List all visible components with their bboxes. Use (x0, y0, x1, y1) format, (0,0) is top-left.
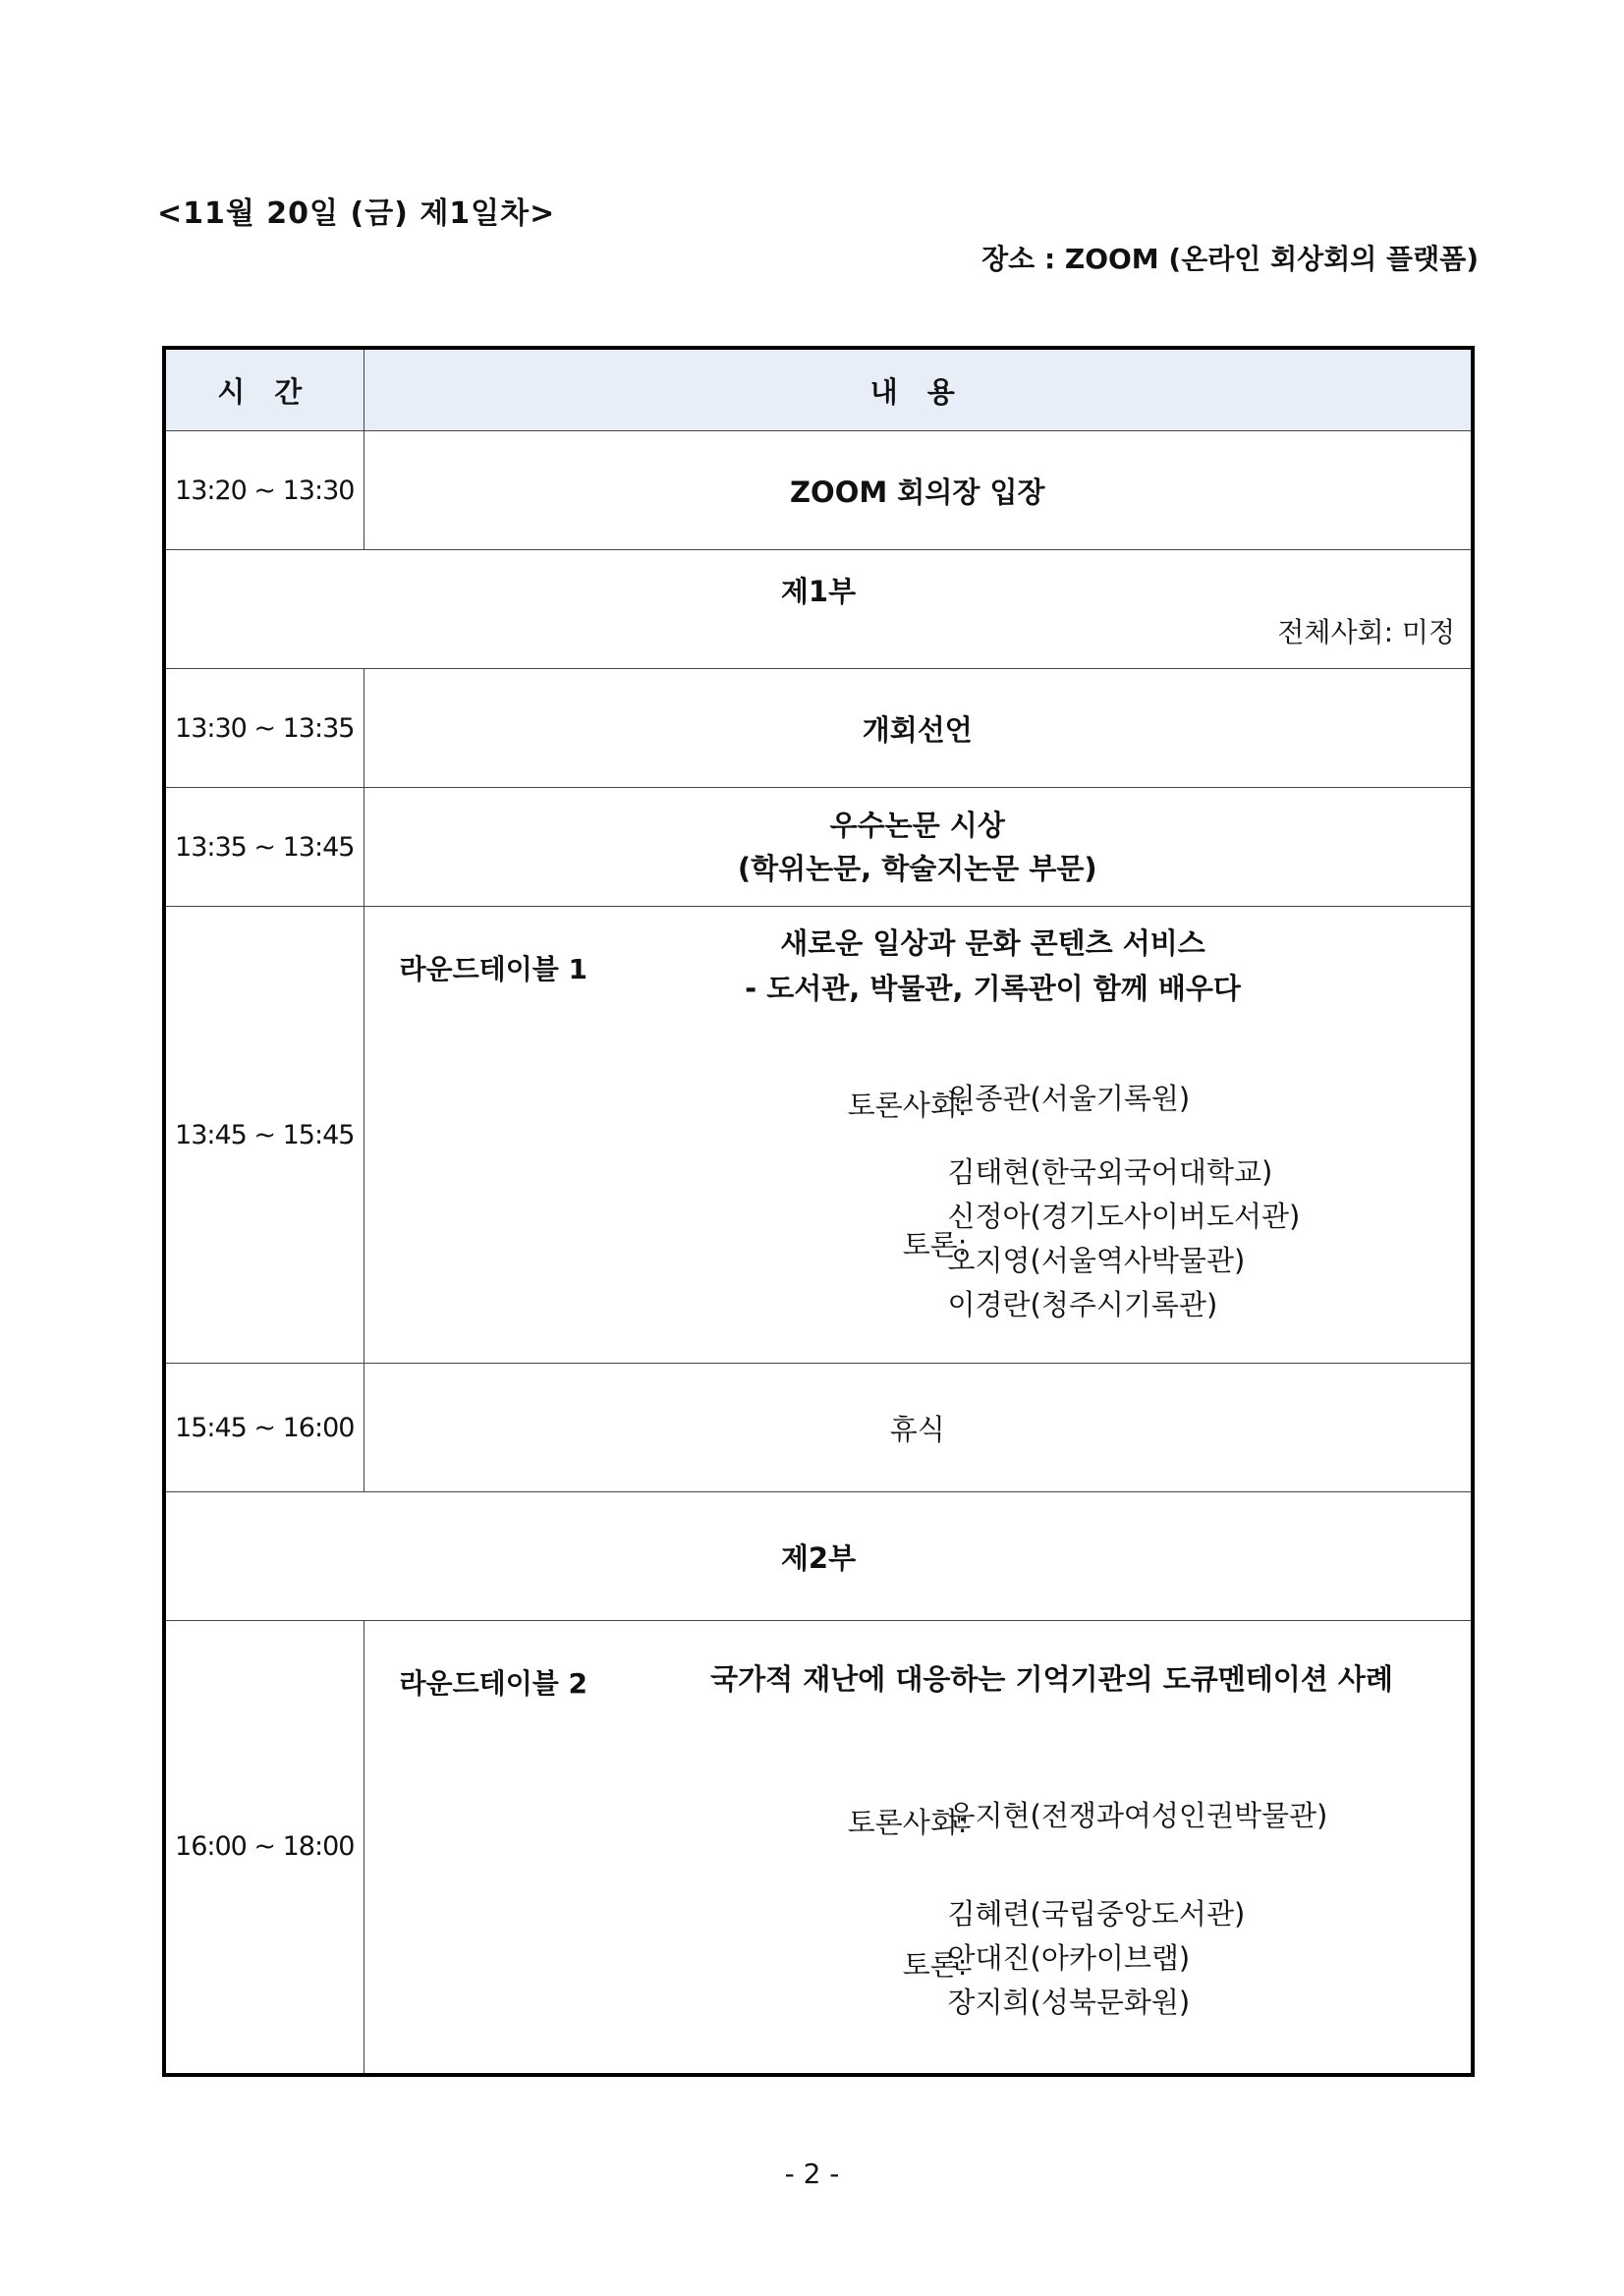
roundtable-1-cell (364, 907, 1473, 1364)
panel-list (948, 1150, 1301, 1327)
part-2-cell: 제2부 (164, 1492, 1473, 1621)
roundtable-1-title-line-2: - 도서관, 박물관, 기록관이 함께 배우다 (745, 972, 1241, 1005)
schedule-table (162, 346, 1475, 2077)
content-cell (364, 788, 1473, 907)
time-cell: 13:20 ~ 13:30 (164, 431, 364, 550)
table-row (164, 1364, 1473, 1492)
roundtable-2-cell (364, 1621, 1473, 2075)
panelist: 안대진(아카이브랩) (947, 1941, 1191, 1975)
table-row (164, 431, 1473, 550)
content-cell: 개회선언 (364, 669, 1473, 788)
time-cell: 16:00 ~ 18:00 (164, 1621, 364, 2075)
moderator-label: 토론사회: (847, 1089, 968, 1122)
part-1-host: 전체사회: 미정 (1277, 616, 1455, 648)
panelist: 이경란(청주시기록관) (947, 1288, 1218, 1321)
panelist: 김태현(한국외국어대학교) (947, 1155, 1273, 1189)
table-row (164, 550, 1473, 669)
page-number: - 2 - (784, 2157, 840, 2190)
time-cell: 13:35 ~ 13:45 (164, 788, 364, 907)
roundtable-2-label: 라운드테이블 2 (399, 1667, 588, 1700)
time-cell: 13:30 ~ 13:35 (164, 669, 364, 788)
roundtable-1-label: 라운드테이블 1 (399, 953, 588, 985)
column-header-time: 시 간 (164, 348, 364, 431)
table-header-row (164, 348, 1473, 431)
moderator-label: 토론사회: (847, 1806, 968, 1839)
time-cell: 13:45 ~ 15:45 (164, 907, 364, 1364)
roundtable-1-title (738, 921, 1249, 1011)
panel-list (948, 1892, 1246, 2025)
content-cell: 휴식 (364, 1364, 1473, 1492)
roundtable-1-title-line-1: 새로운 일상과 문화 콘텐츠 서비스 (780, 926, 1205, 960)
column-header-content: 내 용 (364, 348, 1473, 431)
table-row (164, 669, 1473, 788)
time-cell: 15:45 ~ 16:00 (164, 1364, 364, 1492)
panelist: 신정아(경기도사이버도서관) (947, 1200, 1301, 1233)
part-1-cell (164, 550, 1473, 669)
venue-label: 장소 : ZOOM (온라인 회상회의 플랫폼) (981, 243, 1479, 275)
panel-label: 토론: (902, 1228, 968, 1261)
table-row (164, 1492, 1473, 1621)
moderator-name: 원종관(서울기록원) (947, 1082, 1191, 1115)
content-cell: ZOOM 회의장 입장 (364, 431, 1473, 550)
day-title: <11월 20일 (금) 제1일차> (157, 196, 556, 231)
panelist: 오지영(서울역사박물관) (947, 1244, 1246, 1277)
panelist: 장지희(성북문화원) (947, 1986, 1191, 2019)
moderator-name: 윤지현(전쟁과여성인권박물관) (947, 1799, 1328, 1832)
roundtable-2-title: 국가적 재난에 대응하는 기억기관의 도큐멘테이션 사례 (710, 1662, 1393, 1696)
panel-label: 토론: (902, 1948, 968, 1982)
table-row (164, 1621, 1473, 2075)
table-row (164, 907, 1473, 1364)
award-line-2: (학위논문, 학술지논문 부문) (737, 852, 1097, 885)
part-1-title: 제1부 (780, 575, 857, 608)
panelist: 김혜련(국립중앙도서관) (947, 1897, 1246, 1931)
award-line-1: 우수논문 시상 (829, 809, 1005, 842)
table-row (164, 788, 1473, 907)
